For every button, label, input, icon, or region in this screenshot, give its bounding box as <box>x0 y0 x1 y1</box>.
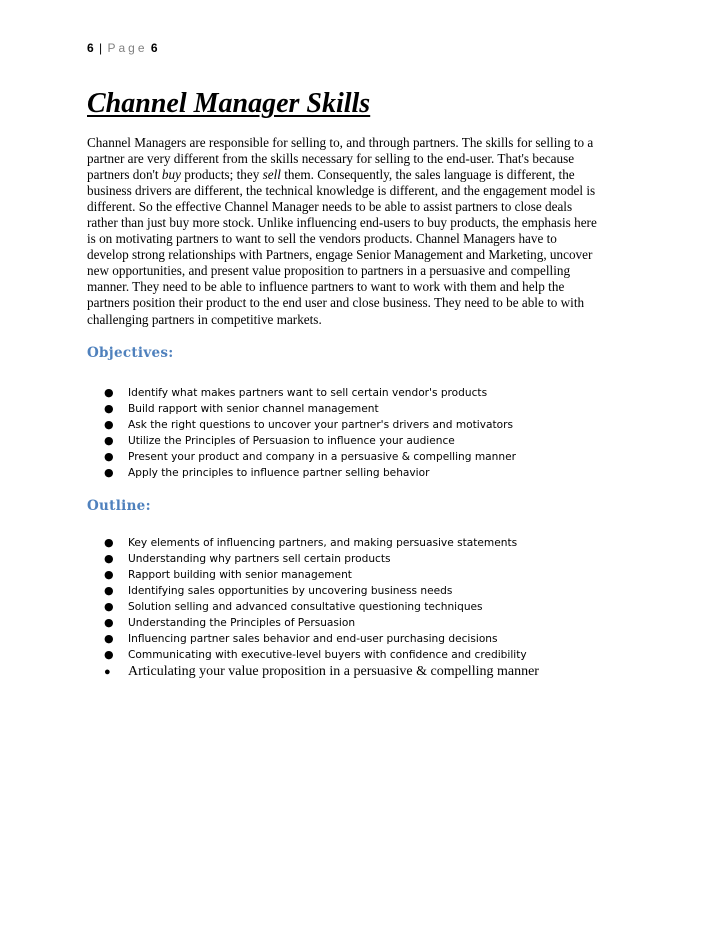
intro-line: Channel Managers are responsible for selling to, and through partners. The skills for selling to a <box>87 135 594 150</box>
bullet-icon: ● <box>104 552 114 565</box>
list-item-text: Influencing partner sales behavior and end-user purchasing decisions <box>128 633 498 645</box>
bullet-icon: ● <box>104 466 114 479</box>
intro-paragraph <box>87 135 647 328</box>
list-item <box>87 385 647 401</box>
bullet-icon: ● <box>104 648 114 661</box>
bullet-icon: ● <box>104 568 114 581</box>
objectives-list <box>87 385 647 481</box>
list-item-text: Present your product and company in a persuasive & compelling manner <box>128 451 516 463</box>
list-item-text: Ask the right questions to uncover your partner's drivers and motivators <box>128 419 514 431</box>
emphasis-buy: buy <box>161 167 181 183</box>
intro-text: products; they <box>180 167 263 183</box>
intro-line: business drivers are different, the technical knowledge is different, and the engagement model is <box>87 183 596 199</box>
list-item-text: Apply the principles to influence partner selling behavior <box>128 467 430 479</box>
list-item-text: Understanding the Principles of Persuasion <box>128 617 356 629</box>
bullet-icon: ● <box>104 450 114 463</box>
list-item-text: Understanding why partners sell certain products <box>128 553 391 565</box>
intro-line <box>87 167 647 183</box>
list-item-text: Solution selling and advanced consultative questioning techniques <box>128 601 483 613</box>
list-item-text: Utilize the Principles of Persuasion to influence your audience <box>128 435 455 447</box>
bullet-icon: ● <box>104 386 114 399</box>
list-item-text: Identify what makes partners want to sell certain vendor's products <box>128 387 488 399</box>
intro-line: challenging partners in competitive markets. <box>87 311 322 327</box>
objectives-heading: Objectives: <box>87 345 174 361</box>
intro-line: develop strong relationships with Partners, engage Senior Management and Marketing, uncover <box>87 247 593 263</box>
bullet-icon: ● <box>104 600 114 613</box>
list-item <box>87 465 647 481</box>
page-number: 6 <box>87 41 94 55</box>
intro-line: different. So the effective Channel Manager needs to be able to assist partners to close deals <box>87 199 573 215</box>
bullet-icon: ● <box>104 632 114 645</box>
bullet-icon: ● <box>104 434 114 447</box>
list-item <box>87 647 647 663</box>
list-item <box>87 535 647 551</box>
bullet-icon: ● <box>104 402 114 415</box>
list-item <box>87 449 647 465</box>
bullet-icon: ● <box>104 584 114 597</box>
list-item <box>87 615 647 631</box>
intro-line: partners position their product to the end user and close business. They need to be able to with <box>87 295 585 311</box>
list-item <box>87 401 647 417</box>
page-number-repeat: 6 <box>150 41 158 55</box>
emphasis-sell: sell <box>262 167 281 183</box>
list-item-text: Identifying sales opportunities by uncovering business needs <box>128 585 453 597</box>
document-title: Channel Manager Skills <box>87 88 371 119</box>
list-item <box>87 567 647 583</box>
list-item-text: Key elements of influencing partners, and making persuasive statements <box>128 537 518 549</box>
list-item-text: Build rapport with senior channel management <box>128 403 379 415</box>
bullet-icon: ● <box>104 666 111 678</box>
list-item-text: Articulating your value proposition in a persuasive & compelling manner <box>128 664 539 679</box>
intro-text: partners don't <box>87 167 162 183</box>
list-item <box>87 599 647 615</box>
bullet-icon: ● <box>104 536 114 549</box>
bullet-icon: ● <box>104 418 114 431</box>
intro-line: manner. They need to be able to influence partners to want to work with them and help the <box>87 279 565 295</box>
page-label: Page <box>107 41 148 55</box>
list-item <box>87 663 647 681</box>
list-item <box>87 583 647 599</box>
outline-list <box>87 535 647 681</box>
page-separator: | <box>99 41 103 55</box>
list-item <box>87 631 647 647</box>
list-item-text: Communicating with executive-level buyers with confidence and credibility <box>128 649 527 661</box>
intro-text: them. Consequently, the sales language is different, the <box>280 167 575 183</box>
list-item <box>87 417 647 433</box>
outline-heading: Outline: <box>87 498 151 514</box>
list-item-text: Rapport building with senior management <box>128 569 352 581</box>
intro-line: partner are very different from the skills necessary for selling to the end-user. That's because <box>87 151 575 167</box>
intro-line: new opportunities, and present value proposition to partners in a persuasive and compelling <box>87 263 571 279</box>
list-item <box>87 551 647 567</box>
intro-line: rather than just buy more stock. Unlike influencing end-users to buy products, the emphasis here <box>87 215 597 231</box>
bullet-icon: ● <box>104 616 114 629</box>
list-item <box>87 433 647 449</box>
page-header <box>87 40 158 56</box>
intro-line: is on motivating partners to want to sell the vendors products. Channel Managers have to <box>87 231 557 247</box>
